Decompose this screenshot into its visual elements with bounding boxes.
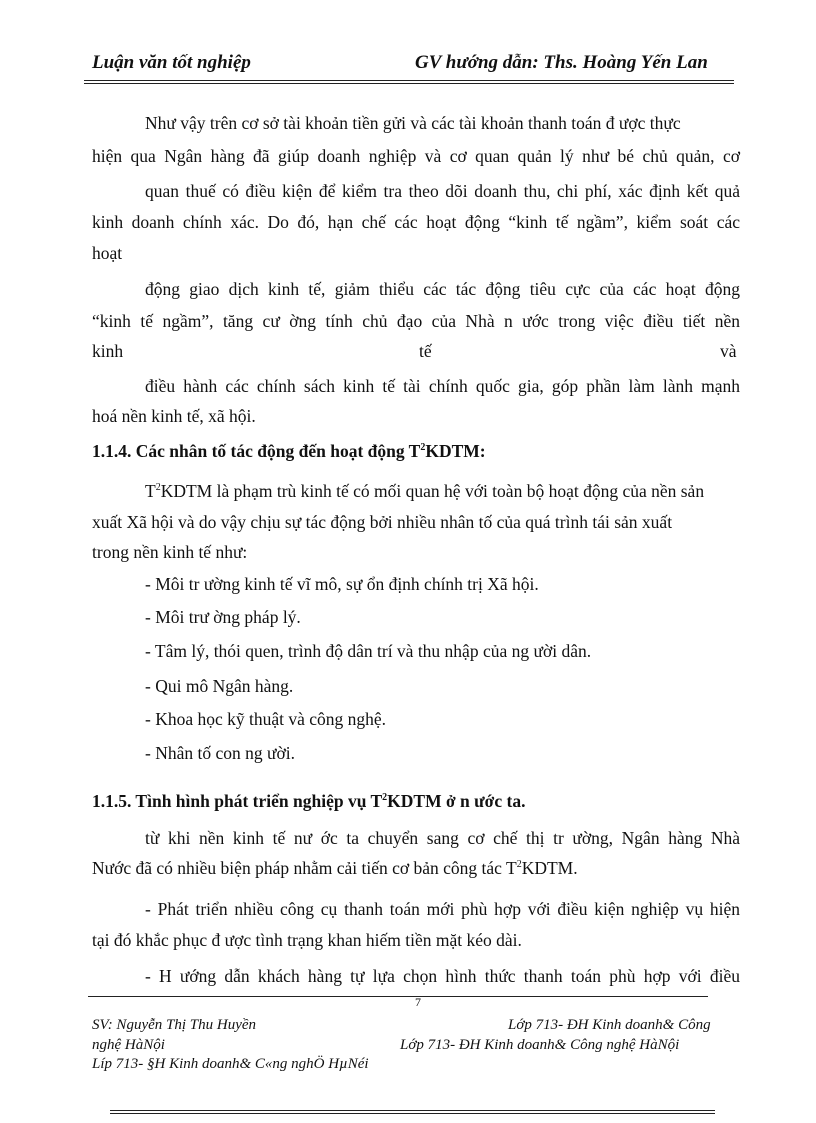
para-line-5: hoạt bbox=[92, 243, 123, 263]
para115-line-4: tại đó khắc phục đ ược tình trạng khan hiếm tiền mặt kéo dài. bbox=[92, 930, 522, 950]
para114-line-1 bbox=[145, 481, 704, 501]
para114-line-2: xuất Xã hội và do vậy chịu sự tác động bởi nhiều nhân tố của quá trình tái sản xuất bbox=[92, 512, 673, 532]
para-line-7: “kinh tế ngầm”, tăng cư ờng tính chủ đạo của Nhà n ước trong việc điều tiết nền bbox=[92, 311, 740, 331]
section-heading-114-sup: 2 bbox=[420, 442, 426, 454]
para114-l1-a: T bbox=[145, 481, 156, 501]
para114-l1-sup: 2 bbox=[155, 482, 161, 494]
para115-line-5: - H ướng dẫn khách hàng tự lựa chọn hình thức thanh toán phù hợp với điều bbox=[145, 966, 740, 986]
factor-item: - Môi trư ờng pháp lý. bbox=[145, 607, 301, 627]
section-heading-114 bbox=[92, 441, 486, 462]
para115-line-2 bbox=[92, 858, 578, 878]
para-line-6: động giao dịch kinh tế, giảm thiểu các tác động tiêu cực của các hoạt động bbox=[145, 279, 740, 299]
para-line-3: quan thuế có điều kiện để kiểm tra theo dõi doanh thu, chi phí, xác định kết quả bbox=[145, 181, 740, 201]
para114-line-3: trong nền kinh tế như: bbox=[92, 542, 248, 562]
header-rule bbox=[84, 80, 734, 81]
factor-item: - Khoa học kỹ thuật và công nghệ. bbox=[145, 709, 387, 729]
section-heading-115-b: KDTM ở n ước ta. bbox=[387, 791, 526, 811]
para115-line-1: từ khi nền kinh tế nư ớc ta chuyển sang cơ chế thị tr ường, Ngân hàng Nhà bbox=[145, 828, 740, 848]
footer-rule bbox=[88, 996, 708, 997]
para-line-8-a: kinh bbox=[92, 341, 124, 361]
para115-l2-sup: 2 bbox=[516, 859, 522, 871]
para114-l1-b: KDTM là phạm trù kinh tế có mối quan hệ với toàn bộ hoạt động của nền sản bbox=[160, 481, 705, 501]
section-heading-115-a: 1.1.5. Tình hình phát triển nghiệp vụ T bbox=[92, 791, 383, 811]
factor-item: - Tâm lý, thói quen, trình độ dân trí và thu nhập của ng ười dân. bbox=[145, 641, 592, 661]
footer-bottom-rule bbox=[110, 1110, 715, 1111]
para-line-8-b: tế bbox=[419, 341, 432, 361]
footer-class-2: Lớp 713- ĐH Kinh doanh& Công nghệ HàNội bbox=[400, 1037, 680, 1053]
header-rule-2 bbox=[84, 83, 734, 84]
section-heading-115-sup: 2 bbox=[382, 792, 388, 804]
section-heading-114-a: 1.1.4. Các nhân tố tác động đến hoạt động T bbox=[92, 441, 421, 461]
footer-class-cont: nghệ HàNội bbox=[92, 1037, 165, 1053]
factor-item: - Nhân tố con ng ười. bbox=[145, 743, 295, 763]
footer-class-3: Líp 713- §H Kinh doanh& C«ng nghÖ HµNéi bbox=[92, 1056, 369, 1072]
section-heading-115 bbox=[92, 791, 525, 812]
para-line-8-c: và bbox=[720, 341, 737, 361]
footer-bottom-rule-2 bbox=[110, 1113, 715, 1114]
header-left: Luận văn tốt nghiệp bbox=[92, 52, 251, 73]
factor-item: - Qui mô Ngân hàng. bbox=[145, 676, 294, 696]
para115-line-3: - Phát triển nhiều công cụ thanh toán mới phù hợp với điều kiện nghiệp vụ hiện bbox=[145, 899, 740, 919]
footer-student: SV: Nguyễn Thị Thu Huyền bbox=[92, 1017, 257, 1033]
page-number: 7 bbox=[415, 995, 421, 1009]
section-heading-114-b: KDTM: bbox=[425, 441, 486, 461]
para-line-9: điều hành các chính sách kinh tế tài chính quốc gia, góp phần làm lành mạnh bbox=[145, 376, 740, 396]
header-right: GV hướng dẫn: Ths. Hoàng Yến Lan bbox=[415, 52, 708, 73]
para-line-10: hoá nền kinh tế, xã hội. bbox=[92, 406, 256, 426]
para115-l2-b: KDTM. bbox=[521, 858, 578, 878]
factor-item: - Môi tr ường kinh tế vĩ mô, sự ổn định chính trị Xã hội. bbox=[145, 574, 539, 594]
para-line-4: kinh doanh chính xác. Do đó, hạn chế các hoạt động “kinh tế ngầm”, kiểm soát các bbox=[92, 212, 740, 232]
para-line-2: hiện qua Ngân hàng đã giúp doanh nghiệp và cơ quan quản lý như bé chủ quản, cơ bbox=[92, 146, 740, 166]
para-line-1: Như vậy trên cơ sở tài khoản tiền gửi và các tài khoản thanh toán đ ược thực bbox=[145, 113, 681, 133]
para115-l2-a: Nước đã có nhiều biện pháp nhằm cải tiến cơ bản công tác T bbox=[92, 858, 517, 878]
footer-class-1: Lớp 713- ĐH Kinh doanh& Công bbox=[508, 1017, 711, 1033]
